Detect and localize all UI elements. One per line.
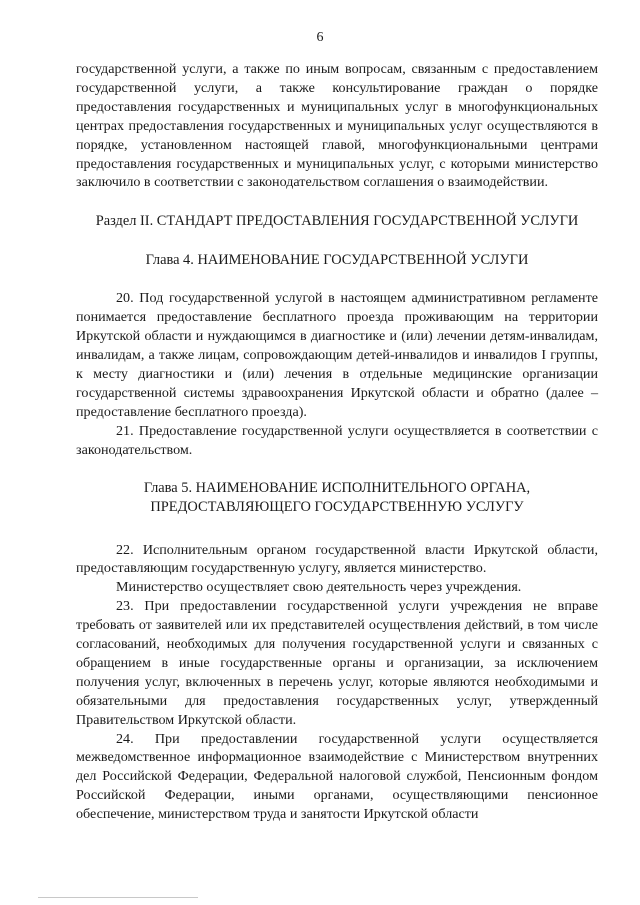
chapter-5-heading-line1: Глава 5. НАИМЕНОВАНИЕ ИСПОЛНИТЕЛЬНОГО ОРГАНА, bbox=[143, 479, 531, 496]
section-heading: Раздел II. СТАНДАРТ ПРЕДОСТАВЛЕНИЯ ГОСУДАРСТВЕННОЙ УСЛУГИ bbox=[95, 213, 579, 230]
paragraph-ministry: Министерство осуществляет свою деятельность через учреждения. bbox=[116, 579, 522, 596]
chapter-4-heading: Глава 4. НАИМЕНОВАНИЕ ГОСУДАРСТВЕННОЙ УСЛУГИ bbox=[145, 251, 529, 268]
paragraph-20: 20. Под государственной услугой в настоящем административном регламенте понимается предоставление бесплатного проезда проживающим на территории Иркутской области и нуждающимся в диагностике и (или) лечении детям-инвалидам, инвалидам, а также лицам, сопровождающим детей-инвалидов и инвалидов I группы, к месту диагностики и (или) лечения в отдельные медицинские организации государственной системы здравоохранения Иркутской области и обратно (далее – предоставление бесплатного проезда). bbox=[76, 290, 598, 420]
paragraph-23: 23. При предоставлении государственной услуги учреждения не вправе требовать от заявителей или их представителей осуществления действий, в том числе согласований, необходимых для получения государственной услуги и связанных с обращением в иные государственные органы и организации, за исключением получения услуг, включенных в перечень услуг, которые являются необходимыми и обязательными для предоставления государственных услуг, утвержденный Правительством Иркутской области. bbox=[76, 598, 598, 728]
paragraph-continuation: государственной услуги, а также по иным вопросам, связанным с предоставлением государственной услуги, а также консультирование граждан о порядке предоставления государственных и муниципальных услуг в многофункциональных центрах предоставления государственных и муниципальных услуг осуществляются в порядке, установленном настоящей главой, многофункциональными центрами предоставления государственных и муниципальных услуг, с которыми министерство заключило в соответствии с законодательством соглашения о взаимодействии. bbox=[76, 61, 598, 191]
page-number: 6 bbox=[316, 30, 324, 45]
chapter-5-heading bbox=[76, 479, 598, 518]
paragraph-24: 24. При предоставлении государственной услуги осуществляется межведомственное информационное взаимодействие с Министерством внутренних дел Российской Федерации, Федеральной налоговой службой, Пенсионным фондом Российской Федерации, иными органами, осуществляющими пенсионное обеспечение, министерством труда и занятости Иркутской области bbox=[76, 730, 598, 823]
document-body bbox=[76, 60, 598, 824]
paragraph-22: 22. Исполнительным органом государственной власти Иркутской области, предоставляющим государственную услугу, является министерство. bbox=[76, 541, 598, 577]
bottom-rule bbox=[38, 897, 198, 898]
chapter-5-heading-line2: ПРЕДОСТАВЛЯЮЩЕГО ГОСУДАРСТВЕННУЮ УСЛУГУ bbox=[150, 499, 524, 515]
paragraph-21: 21. Предоставление государственной услуги осуществляется в соответствии с законодательством. bbox=[76, 422, 598, 458]
